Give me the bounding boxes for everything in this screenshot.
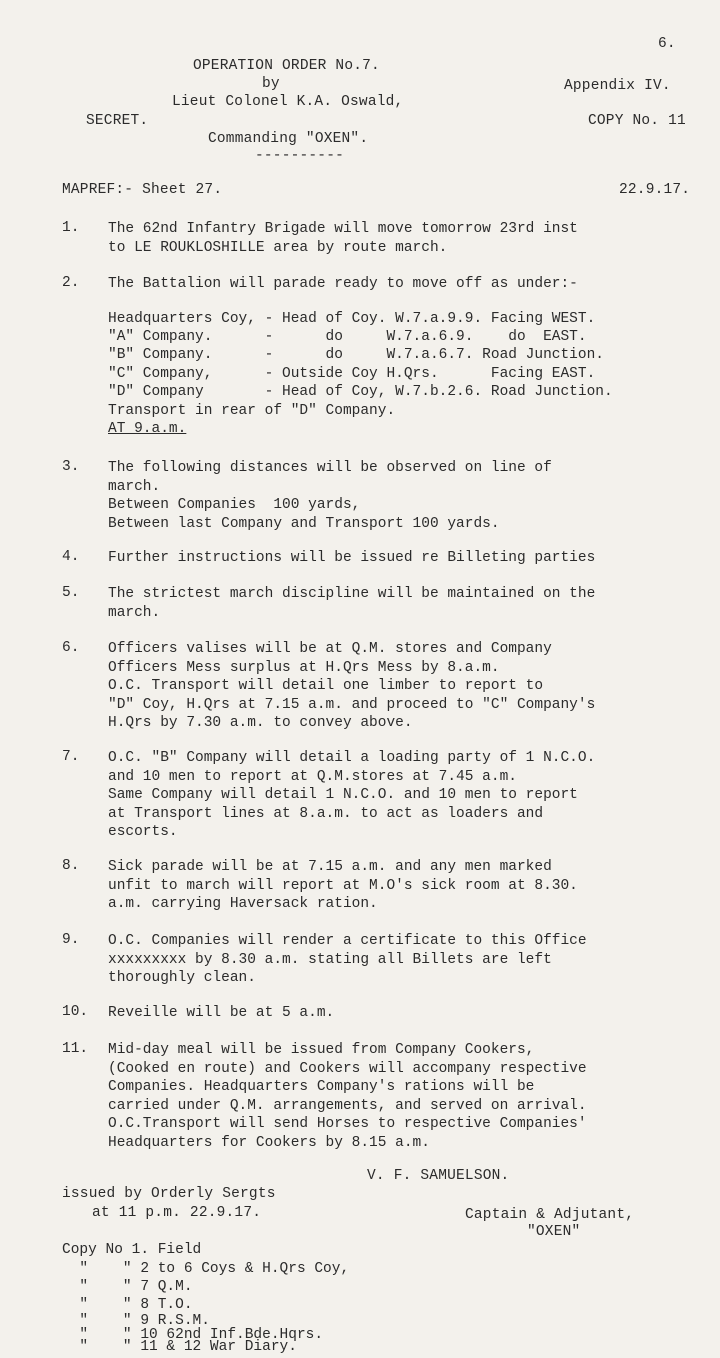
paragraph-text: The 62nd Infantry Brigade will move tomorrow 23rd inst to LE ROUKLOSHILLE area by route march. xyxy=(108,221,578,256)
copy-distribution-item: " " 7 Q.M. xyxy=(62,1279,193,1295)
parade-transport: Transport in rear of "D" Company. xyxy=(108,403,396,419)
by-line: by xyxy=(262,76,280,92)
signatory-role: Captain & Adjutant, xyxy=(465,1207,635,1223)
author-line: Lieut Colonel K.A. Oswald, xyxy=(172,94,404,110)
paragraph-text: Officers valises will be at Q.M. stores and Company Officers Mess surplus at H.Qrs Mess by 8.a.m. O.C. Transport will detail one limber to report to "D" Coy, H.Qrs at 7.15 a.m. and proceed to "C" Company's H.Qrs by 7.30 a.m. to convey above. xyxy=(108,641,596,731)
paragraph-number: 3. xyxy=(62,459,80,475)
copy-distribution-item: " " 11 & 12 War Diary. xyxy=(62,1339,297,1355)
header-rule: ---------- xyxy=(255,148,345,164)
copy-distribution-item: Copy No 1. Field xyxy=(62,1242,202,1258)
copy-distribution-item: " " 2 to 6 Coys & H.Qrs Coy, xyxy=(62,1261,350,1277)
paragraph-number: 9. xyxy=(62,932,80,948)
paragraph-text: Sick parade will be at 7.15 a.m. and any men marked unfit to march will report at M.O's sick room at 8.30. a.m. carrying Haversack ration. xyxy=(108,859,578,912)
paragraph-text: The following distances will be observed on line of march. Between Companies 100 yards, Between last Company and Transport 100 yards. xyxy=(108,460,552,532)
paragraph-number: 5. xyxy=(62,585,80,601)
parade-row-a-company: "A" Company. - do W.7.a.6.9. do EAST. xyxy=(108,329,587,345)
parade-row-c-company: "C" Company, - Outside Coy H.Qrs. Facing EAST. xyxy=(108,366,596,382)
parade-row-headquarters: Headquarters Coy, - Head of Coy. W.7.a.9.9. Facing WEST. xyxy=(108,311,596,327)
signatory-unit: "OXEN" xyxy=(527,1224,581,1240)
mapref-label: MAPREF:- Sheet 27. xyxy=(62,182,223,198)
paragraph-text: Reveille will be at 5 a.m. xyxy=(108,1005,335,1021)
copy-distribution-item: " " 8 T.O. xyxy=(62,1297,193,1313)
parade-time: AT 9.a.m. xyxy=(108,421,187,437)
issued-time: at 11 p.m. 22.9.17. xyxy=(92,1205,262,1221)
paragraph-number: 1. xyxy=(62,220,80,236)
paragraph-text: O.C. "B" Company will detail a loading party of 1 N.C.O. and 10 men to report at Q.M.stores at 7.45 a.m. Same Company will detail 1 N.C.O. and 10 men to report at Transport lines at 8.a.m. to act as loaders and escorts. xyxy=(108,750,596,840)
secret-label: SECRET. xyxy=(86,113,149,129)
issued-by: issued by Orderly Sergts xyxy=(62,1186,276,1202)
paragraph-text: O.C. Companies will render a certificate to this Office xxxxxxxxx by 8.30 a.m. stating all Billets are left thoroughly clean. xyxy=(108,933,587,986)
paragraph-text: The strictest march discipline will be maintained on the march. xyxy=(108,586,596,621)
signatory-name: V. F. SAMUELSON. xyxy=(367,1168,510,1184)
copy-distribution-item: " " 10 62nd Inf.Bde.Hqrs. xyxy=(62,1327,324,1343)
paragraph-number: 7. xyxy=(62,749,80,765)
commanding-line: Commanding "OXEN". xyxy=(208,131,369,147)
parade-row-b-company: "B" Company. - do W.7.a.6.7. Road Junction. xyxy=(108,347,604,363)
copy-number: COPY No. 11 xyxy=(588,113,686,129)
page-number: 6. xyxy=(658,36,676,52)
paragraph-number: 10. xyxy=(62,1004,89,1020)
paragraph-number: 6. xyxy=(62,640,80,656)
copy-distribution-item: " " 9 R.S.M. xyxy=(62,1313,210,1329)
paragraph-number: 2. xyxy=(62,275,80,291)
paragraph-number: 11. xyxy=(62,1041,89,1057)
paragraph-number: 4. xyxy=(62,549,80,565)
paragraph-text: Further instructions will be issued re Billeting parties xyxy=(108,550,596,566)
paragraph-text: Mid-day meal will be issued from Company Cookers, (Cooked en route) and Cookers will accompany respective Companies. Headquarters Company's rations will be carried under Q.M. arrangements, and served on arrival. O.C.Transport will send Horses to respective Companies' Headquarters for Cookers by 8.15 a.m. xyxy=(108,1042,587,1151)
parade-row-d-company: "D" Company - Head of Coy, W.7.b.2.6. Road Junction. xyxy=(108,384,613,400)
order-title: OPERATION ORDER No.7. xyxy=(193,58,380,74)
appendix-label: Appendix IV. xyxy=(564,78,671,94)
paragraph-number: 8. xyxy=(62,858,80,874)
order-date: 22.9.17. xyxy=(619,182,691,198)
paragraph-text: The Battalion will parade ready to move off as under:- xyxy=(108,276,578,292)
